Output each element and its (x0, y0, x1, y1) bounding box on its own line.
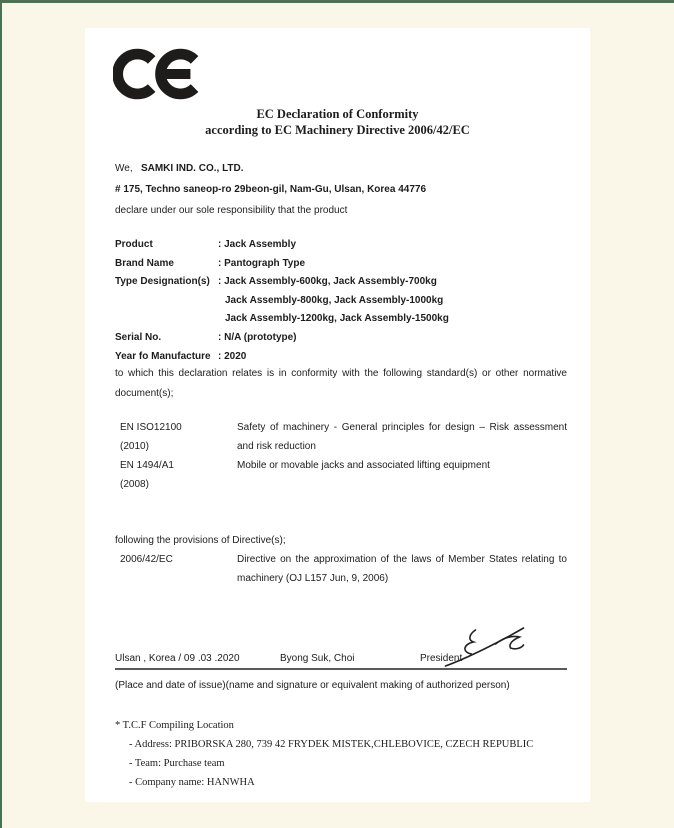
field-label: Year fo Manufacture (115, 350, 211, 362)
company-name: SAMKI IND. CO., LTD. (140, 163, 244, 174)
standard-description-line: and risk reduction (237, 441, 316, 452)
field-value: : 2020 (218, 350, 247, 362)
issuer-company-line (115, 158, 567, 179)
signatory-name: Byong Suk, Choi (280, 653, 355, 664)
tcf-compiling-location-block (115, 716, 575, 792)
field-label: Product (115, 239, 153, 250)
conformity-statement (115, 364, 567, 404)
standard-description-line: Mobile or movable jacks and associated lifting equipment (237, 460, 490, 471)
field-label: Type Designation(s) (115, 276, 210, 288)
field-type-designations-cont (115, 310, 575, 329)
tcf-company: - Company name: HANWHA (129, 777, 255, 788)
certificate-document (85, 28, 590, 802)
field-label (115, 292, 218, 311)
standards-descriptions-column (237, 418, 567, 475)
document-title-line1: EC Declaration of Conformity (256, 107, 419, 121)
conformity-line1: to which this declaration relates is in conformity with the following standard(s) or other normative (115, 368, 567, 379)
issuer-block (115, 158, 567, 221)
field-value: : Jack Assembly (218, 239, 297, 250)
field-value: : N/A (prototype) (218, 331, 297, 343)
ce-mark-icon (113, 42, 205, 111)
document-title-line2: according to EC Machinery Directive 2006/42/EC (205, 123, 470, 137)
provisions-heading: following the provisions of Directive(s); (115, 535, 286, 546)
directive-code: 2006/42/EC (120, 554, 173, 565)
field-label: Brand Name (115, 257, 174, 269)
signature-caption: (Place and date of issue)(name and signature or equivalent making of authorized person) (115, 680, 510, 691)
signatory-title: President (420, 653, 463, 664)
declaration-statement: declare under our sole responsibility that the product (115, 205, 348, 216)
field-value: : Jack Assembly-600kg, Jack Assembly-700kg (218, 276, 437, 288)
field-value: : Pantograph Type (218, 257, 306, 269)
company-address: # 175, Techno saneop-ro 29beon-gil, Nam-Gu, Ulsan, Korea 44776 (115, 184, 427, 195)
field-value: Jack Assembly-1200kg, Jack Assembly-1500kg (225, 313, 449, 325)
directive-description-line: machinery (OJ L157 Jun, 9, 2006) (237, 573, 389, 584)
field-product (115, 236, 575, 255)
tcf-address: - Address: PRIBORSKA 280, 739 42 FRYDEK MISTEK,CHLEBOVICE, CZECH REPUBLIC (129, 739, 534, 750)
tcf-heading: * T.C.F Compiling Location (115, 720, 234, 731)
place-and-date: Ulsan , Korea / 09 .03 .2020 (115, 653, 240, 664)
field-type-designations (115, 273, 575, 292)
field-value: Jack Assembly-800kg, Jack Assembly-1000kg (225, 294, 444, 306)
standard-code: EN ISO12100 (120, 422, 182, 433)
conformity-line2: document(s); (115, 388, 174, 399)
field-label: Serial No. (115, 331, 162, 343)
we-label: We, (115, 163, 133, 174)
tcf-team: - Team: Purchase team (129, 758, 225, 769)
directive-description-line: Directive on the approximation of the laws of Member States relating to (237, 554, 567, 565)
product-fields (115, 236, 575, 366)
handwritten-signature (435, 624, 530, 674)
standard-year: (2008) (120, 479, 149, 490)
field-type-designations-cont (115, 292, 575, 311)
standard-year: (2010) (120, 441, 149, 452)
field-brand-name (115, 255, 575, 274)
standard-code: EN 1494/A1 (120, 460, 174, 471)
field-label (115, 310, 218, 329)
signature-underline (115, 668, 567, 670)
standards-codes-column (120, 418, 235, 494)
standard-description-line: Safety of machinery - General principles for design – Risk assessment (237, 422, 567, 433)
directive-description (237, 550, 567, 588)
field-serial-no (115, 329, 575, 348)
